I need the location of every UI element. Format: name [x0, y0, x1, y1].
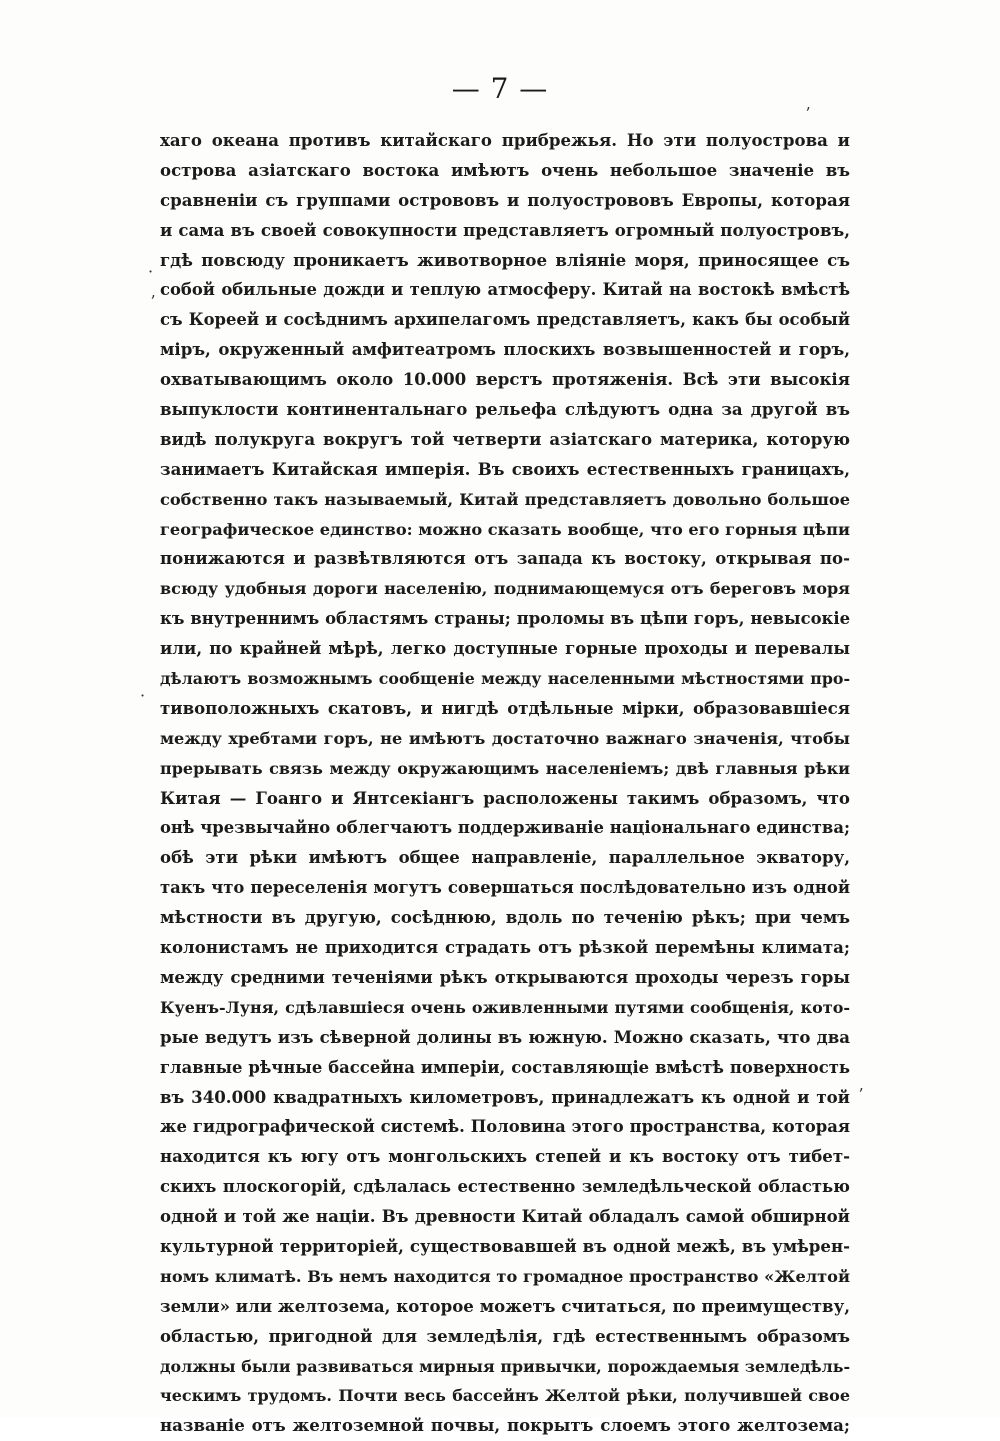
text-line: и сама въ своей совокупности представляетъ огромный полуостровъ,: [160, 219, 850, 240]
text-line: обѣ эти рѣки имѣютъ общее направленіе, параллельное экватору,: [160, 847, 850, 868]
text-line: выпуклости континентальнаго рельефа слѣдуютъ одна за другой въ: [160, 399, 850, 420]
scan-speck: ʼ: [805, 104, 811, 123]
text-line: гдѣ повсюду проникаетъ животворное вліяніе моря, приносящее съ: [160, 249, 850, 270]
text-line: охватывающимъ около 10.000 верстъ протяженія. Всѣ эти высокія: [160, 369, 850, 390]
text-line: скихъ плоскогорій, сдѣлалась естественно земледѣльческой областью: [160, 1177, 850, 1197]
text-line: между средними теченіями рѣкъ открываются проходы черезъ горы: [160, 966, 850, 987]
scan-speck: ʼ: [150, 292, 156, 311]
text-line: сравненіи съ группами острововъ и полуострововъ Европы, которая: [160, 189, 850, 210]
text-line: находится къ югу отъ монгольскихъ степей и къ востоку отъ тибет-: [160, 1146, 850, 1167]
text-line: культурной территоріей, существовавшей въ одной межѣ, въ умѣрен-: [160, 1235, 850, 1256]
text-line: Китая — Гоанго и Янтсекіангъ расположены такимъ образомъ, что: [160, 787, 850, 808]
text-line: рые ведутъ изъ сѣверной долины въ южную. Можно сказать, что два: [160, 1026, 850, 1047]
text-line: дѣлаютъ возможнымъ сообщеніе между населенными мѣстностями про-: [160, 669, 850, 689]
text-line: главные рѣчные бассейна имперіи, составляющіе вмѣстѣ поверхность: [160, 1057, 850, 1077]
text-line: міръ, окруженный амфитеатромъ плоскихъ возвышенностей и горъ,: [160, 339, 850, 360]
text-line: номъ климатѣ. Въ немъ находится то громадное пространство «Желтой: [160, 1266, 850, 1286]
text-line: тивоположныхъ скатовъ, и нигдѣ отдѣльные мірки, образовавшіеся: [160, 697, 850, 718]
text-line: собственно такъ называемый, Китай представляетъ довольно большое: [160, 489, 850, 509]
text-line: въ 340.000 квадратныхъ километровъ, принадлежатъ къ одной и той: [160, 1086, 850, 1107]
text-line: между хребтами горъ, не имѣютъ достаточно важнаго значенія, чтобы: [160, 728, 850, 748]
text-line: занимаетъ Китайская имперія. Въ своихъ естественныхъ границахъ,: [160, 458, 850, 479]
text-line: названіе отъ желтоземной почвы, покрытъ слоемъ этого желтозема;: [160, 1415, 850, 1436]
body-text: [160, 126, 850, 1441]
scan-speck: ·: [140, 686, 146, 705]
text-line: всюду удобныя дороги населенію, поднимающемуся отъ береговъ моря: [160, 579, 850, 599]
text-line: хаго океана противъ китайскаго прибрежья. Но эти полуострова и: [160, 130, 850, 150]
text-line: видѣ полукруга вокругъ той четверти азіатскаго материка, которую: [160, 428, 850, 449]
text-line: мѣстности въ другую, сосѣднюю, вдоль по теченію рѣкъ; при чемъ: [160, 907, 850, 928]
text-line: онѣ чрезвычайно облегчаютъ поддерживаніе національнаго единства;: [160, 818, 850, 838]
text-line: одной и той же націи. Въ древности Китай обладалъ самой обширной: [160, 1206, 850, 1227]
text-line: съ Кореей и сосѣднимъ архипелагомъ представляетъ, какъ бы особый: [160, 310, 850, 330]
text-line: географическое единство: можно сказать вообще, что его горныя цѣпи: [160, 519, 850, 539]
text-line: Куенъ-Луня, сдѣлавшіеся очень оживленными путями сообщенія, кото-: [160, 997, 850, 1017]
text-line: колонистамъ не приходится страдать отъ рѣзкой перемѣны климата;: [160, 937, 850, 958]
scan-speck: ·: [148, 262, 154, 281]
text-line: прерывать связь между окружающимъ населеніемъ; двѣ главныя рѣки: [160, 758, 850, 778]
text-line: же гидрографической системѣ. Половина этого пространства, которая: [160, 1117, 850, 1137]
page-number: — 7 —: [451, 72, 549, 105]
text-line: должны были развиваться мирныя привычки, порождаемыя земледѣль-: [160, 1356, 850, 1376]
text-line: ческимъ трудомъ. Почти весь бассейнъ Желтой рѣки, получившей свое: [160, 1386, 850, 1406]
text-line: понижаются и развѣтвляются отъ запада къ востоку, открывая по-: [160, 548, 850, 569]
text-line: такъ что переселенія могутъ совершаться послѣдовательно изъ одной: [160, 878, 850, 898]
text-line: земли» или желтозема, которое можетъ считаться, по преимуществу,: [160, 1295, 850, 1316]
text-line: собой обильные дожди и теплую атмосферу. Китай на востокѣ вмѣстѣ: [160, 280, 850, 300]
text-line: или, по крайней мѣрѣ, легко доступные горные проходы и перевалы: [160, 638, 850, 659]
text-line: острова азіатскаго востока имѣютъ очень небольшое значеніе въ: [160, 159, 850, 180]
text-line: областью, пригодной для земледѣлія, гдѣ естественнымъ образомъ: [160, 1325, 850, 1346]
scan-speck: ʼ: [858, 1085, 864, 1104]
text-line: къ внутреннимъ областямъ страны; проломы въ цѣпи горъ, невысокіе: [160, 609, 850, 629]
